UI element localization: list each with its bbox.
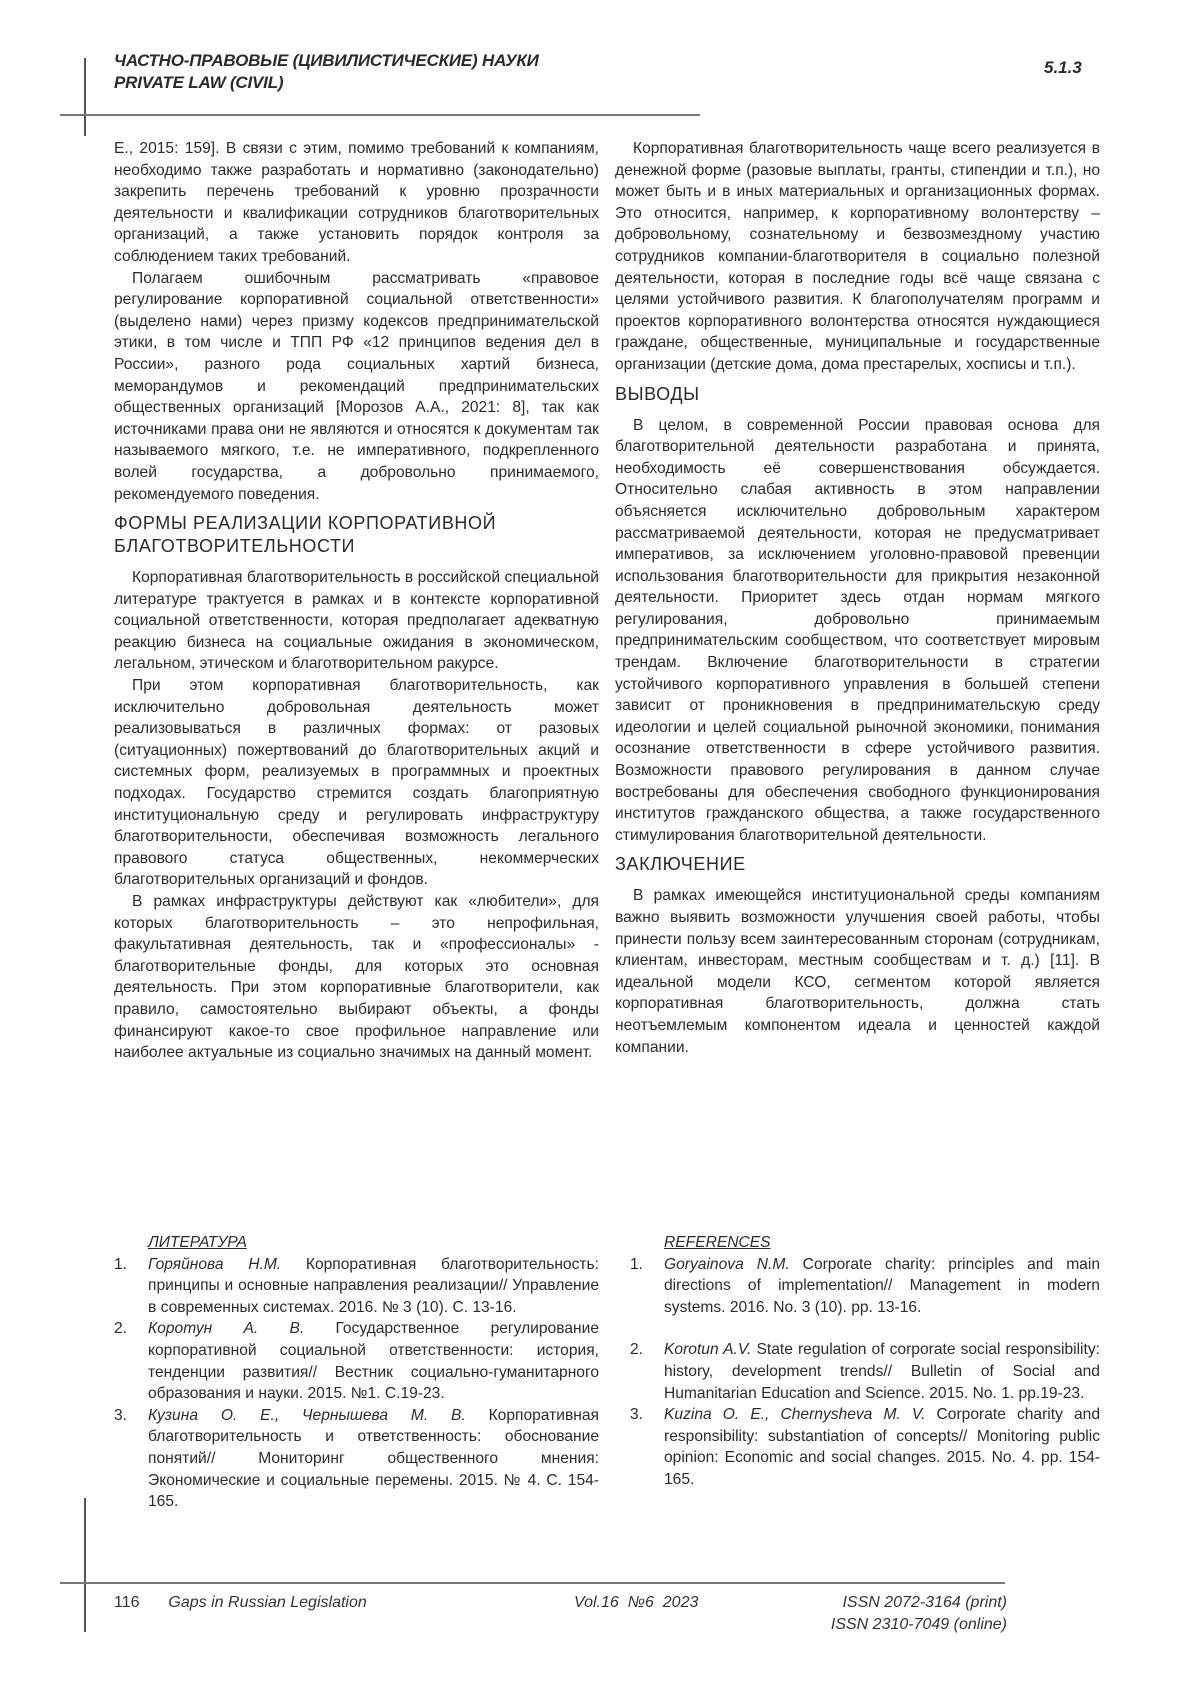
conclusions-heading: ВЫВОДЫ (615, 383, 700, 404)
reference-text: Корпоративная благотворительность и ответственность: обоснование понятий// Мониторинг общественного мнения: Экономические и социальные перемены. 2015. № 4. С. 154-165. (148, 1406, 600, 1511)
reference-number: 1. (630, 1255, 644, 1273)
body-paragraph: Полагаем ошибочным рассматривать «правовое регулирование корпоративной социальной ответственности» (выделено нами) через призму кодексов предпринимательской этики, в том числе и ТПП РФ «12 принципов ведения дел в России», разного рода социальных хартий бизнеса, меморандумов и рекомендаций предпринимательских общественных организаций [Морозов А.А., 2021: 8], так как источниками права они не являются и относятся к документам так называемого мягкого, т.е. не императивного, подкрепленного волей государства, а добровольно принимаемого, рекомендуемого поведения. (114, 269, 599, 503)
header-margin-line (84, 58, 86, 136)
final-heading: ЗАКЛЮЧЕНИЕ (615, 854, 746, 875)
reference-item (114, 1318, 599, 1404)
body-paragraph: В рамках инфраструктуры действуют как «любители», для которых благотворительность – это непрофильная, факультативная деятельность, так и «профессионалы» - благотворительные фонды, для которых это основная деятельность. При этом корпоративные благотворители, как правило, самостоятельно выбирают объекты, а фонды финансируют какое-то свое профильное направление или наиболее актуальные из социально значимых на данный момент. (114, 893, 599, 1062)
body-paragraph: Корпоративная благотворительность чаще всего реализуется в денежной форме (разовые выплаты, гранты, стипендии и т.п.), но может быть и в иных материальных и организационных формах. Это относится, например, к корпоративному волонтерству – добровольному, сознательному и безвозмездному участию сотрудников компании-благотворителя в социально полезной деятельности, которая в последние годы всё чаще связана с целями устойчивого развития. К благополучателям программ и проектов корпоративного волонтерства относятся нуждающиеся граждане, общественные, муниципальные и государственные организации (детские дома, дома престарелых, хосписы и т.п.). (615, 140, 1100, 373)
body-paragraph: Корпоративная благотворительность в российской специальной литературе трактуется в рамках и в контексте корпоративной социальной ответственности, которая предполагает адекватную реакцию бизнеса на социальные ожидания в экономическом, легальном, этическом и благотворительном ракурсе. (114, 569, 599, 673)
references-en (630, 1232, 1100, 1491)
reference-number: 3. (630, 1406, 644, 1424)
references-en-title: REFERENCES (664, 1234, 771, 1251)
reference-number: 3. (114, 1406, 128, 1424)
reference-text: Corporate charity and responsibility: substantiation of concepts// Monitoring public opinion: Economic and social changes. 2015. No. 4. pp. 154-165. (664, 1406, 1100, 1488)
header-title-ru: ЧАСТНО-ПРАВОВЫЕ (ЦИВИЛИСТИЧЕСКИЕ) НАУКИ (114, 51, 539, 70)
header-title-en: PRIVATE LAW (CIVIL) (114, 73, 284, 92)
body-paragraph: В рамках имеющейся институциональной среды компаниям важно выявить возможности улучшения своей работы, чтобы принести пользу всем заинтересованным сторонам (сотрудникам, клиентам, инвесторам, местным сообществам и т. д.) [11]. В идеальной модели КСО, сегментом которой является корпоративная благотворительность, должна стать неотъемлемым компонентом идеала и ценностей каждой компании. (615, 887, 1100, 1056)
body-paragraph: При этом корпоративная благотворительность, как исключительно добровольная деятельность может реализовываться в различных формах: от разовых (ситуационных) пожертвований до благотворительных акций и системных форм, реализуемых в программных и проектных подходах. Государство стремится создать благоприятную институциональную среду и регулировать инфраструктуру благотворительности, обеспечивая возможность легального правового статуса общественных, некоммерческих благотворительных организаций и фондов. (114, 677, 599, 889)
issn-online: ISSN 2310-7049 (online) (830, 1616, 1007, 1633)
reference-text: Corporate charity: principles and main directions of implementation// Management in modern systems. 2016. No. 3 (10). pp. 13-16. (664, 1255, 1100, 1316)
reference-number: 2. (630, 1341, 644, 1359)
reference-author: Кузина О. Е., Чернышева М. В. (148, 1406, 466, 1424)
reference-author: Коротун А. В. (148, 1320, 305, 1338)
reference-author: Kuzina O. E., Chernysheva M. V. (664, 1406, 926, 1424)
header-rule (60, 114, 700, 116)
reference-text: Государственное регулирование корпоративной социальной ответственности: история, тенденции развития// Вестник социально-гуманитарного образования и науки. 2015. №1. С.19-23. (148, 1320, 599, 1403)
section-heading: ФОРМЫ РЕАЛИЗАЦИИ КОРПОРАТИВНОЙ БЛАГОТВОРИТЕЛЬНОСТИ (114, 513, 497, 557)
reference-author: Korotun A.V. (664, 1341, 752, 1359)
reference-item (630, 1339, 1100, 1404)
body-paragraph: Е., 2015: 159]. В связи с этим, помимо требований к компаниям, необходимо также разработать и нормативно (законодательно) закрепить перечень требований к уровню прозрачности деятельности и квалификации сотрудников благотворительных организаций, а также установить порядок контроля за соблюдением таких требований. (114, 140, 599, 265)
page-number: 116 (114, 1594, 140, 1611)
reference-item (114, 1405, 599, 1513)
footer-rule (60, 1582, 1005, 1584)
running-header (114, 50, 539, 94)
reference-item (630, 1254, 1100, 1319)
reference-author: Горяйнова Н.М. (148, 1255, 282, 1273)
body-paragraph: В целом, в современной России правовая основа для благотворительной деятельности разработана и принята, необходимость её совершенствования обсуждается. Относительно слабая активность в этом направлении объясняется исключительно добровольным характером рассматриваемой деятельности, которая не предусматривает императивов, за исключением уголовно-правовой превенции использования благотворительности для прикрытия незаконной деятельности. Приоритет здесь отдан нормам мягкого регулирования, добровольно принимаемым предпринимательским сообществом, что соответствует мировым трендам. Включение благотворительности в стратегии устойчивого корпоративного управления в большей степени зависит от проникновения в предпринимательскую среду идеологии и целей социальной рыночной экономики, понимания осознание ответственности в сфере устойчивого развития. Возможности правового регулирования в данном случае востребованы для обеспечения свободного функционирования институтов гражданского общества, а также государственного стимулирования благотворительной деятельности. (615, 416, 1100, 844)
reference-text: Корпоративная благотворительность: принципы и основные направления реализации// Управление в современных системах. 2016. № 3 (10). С. 13-16. (148, 1255, 599, 1316)
footer-left (114, 1592, 367, 1614)
left-column (114, 138, 599, 1064)
footer-issn (831, 1592, 1007, 1636)
footer-margin-line (84, 1498, 86, 1632)
footer-issue: Vol.16 №6 2023 (574, 1594, 699, 1611)
references-ru-title: ЛИТЕРАТУРА (148, 1234, 247, 1251)
reference-item (114, 1254, 599, 1319)
reference-text: State regulation of corporate social responsibility: history, development trends// Bulletin of Social and Humanitarian Education and Science. 2015. No. 1. pp.19-23. (664, 1341, 1100, 1402)
section-code: 5.1.3 (1044, 58, 1082, 77)
right-column (615, 138, 1100, 1058)
reference-number: 1. (114, 1255, 128, 1273)
issn-print: ISSN 2072-3164 (print) (842, 1594, 1007, 1611)
journal-name: Gaps in Russian Legislation (168, 1594, 367, 1611)
reference-author: Goryainova N.M. (664, 1255, 790, 1273)
reference-number: 2. (114, 1320, 128, 1338)
reference-item (630, 1404, 1100, 1490)
references-ru (114, 1232, 599, 1513)
